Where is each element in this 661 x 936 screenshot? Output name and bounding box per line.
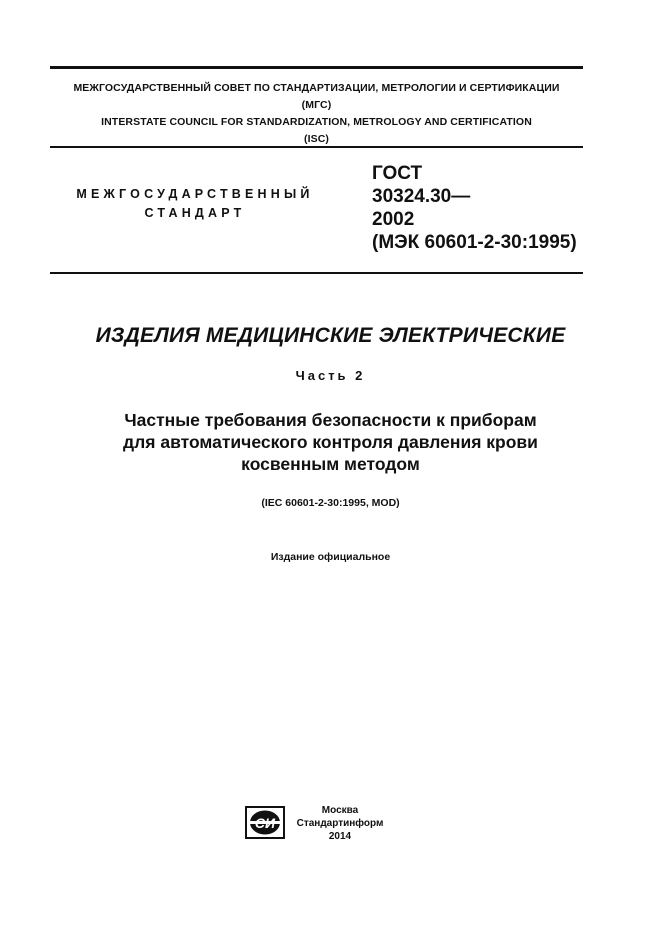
gost-label: ГОСТ [372, 163, 423, 184]
council-name-en: INTERSTATE COUNCIL FOR STANDARDIZATION, METROLOGY AND CERTIFICATION [101, 116, 532, 128]
council-name-ru: МЕЖГОСУДАРСТВЕННЫЙ СОВЕТ ПО СТАНДАРТИЗАЦИИ, МЕТРОЛОГИИ И СЕРТИФИКАЦИИ [73, 82, 560, 94]
publisher-city: Москва [321, 805, 359, 816]
iec-equivalent: (МЭК 60601-2-30:1995) [372, 232, 577, 253]
standartinform-logo-icon [245, 806, 285, 839]
document-title: ИЗДЕЛИЯ МЕДИЦИНСКИЕ ЭЛЕКТРИЧЕСКИЕ [95, 324, 566, 347]
council-abbr-en: (ISC) [304, 133, 329, 145]
standard-type-line1: МЕЖГОСУДАРСТВЕННЫЙ [76, 187, 314, 201]
subtitle-line1: Частные требования безопасности к приборам [124, 410, 537, 430]
document-part: Часть 2 [295, 368, 366, 383]
gost-number: 30324.30— [372, 186, 471, 207]
document-subtitle [0, 409, 661, 475]
council-abbr-ru: (МГС) [301, 99, 332, 111]
standard-type [50, 185, 340, 223]
council-header [50, 80, 583, 148]
publisher-info [290, 804, 390, 843]
designation-divider [50, 272, 583, 274]
subtitle-line3: косвенным методом [241, 454, 420, 474]
subtitle-line2: для автоматического контроля давления крови [123, 432, 538, 452]
gost-year: 2002 [372, 209, 415, 230]
header-divider [50, 146, 583, 148]
publisher-year: 2014 [328, 831, 352, 842]
publisher-name: Стандартинформ [296, 818, 384, 829]
edition-note: Издание официальное [270, 551, 391, 563]
gost-designation [372, 162, 577, 254]
iec-reference: (IEC 60601-2-30:1995, MOD) [261, 497, 400, 509]
top-rule [50, 66, 583, 69]
standard-type-line2: СТАНДАРТ [144, 206, 246, 220]
svg-text:СИ: СИ [254, 815, 276, 831]
